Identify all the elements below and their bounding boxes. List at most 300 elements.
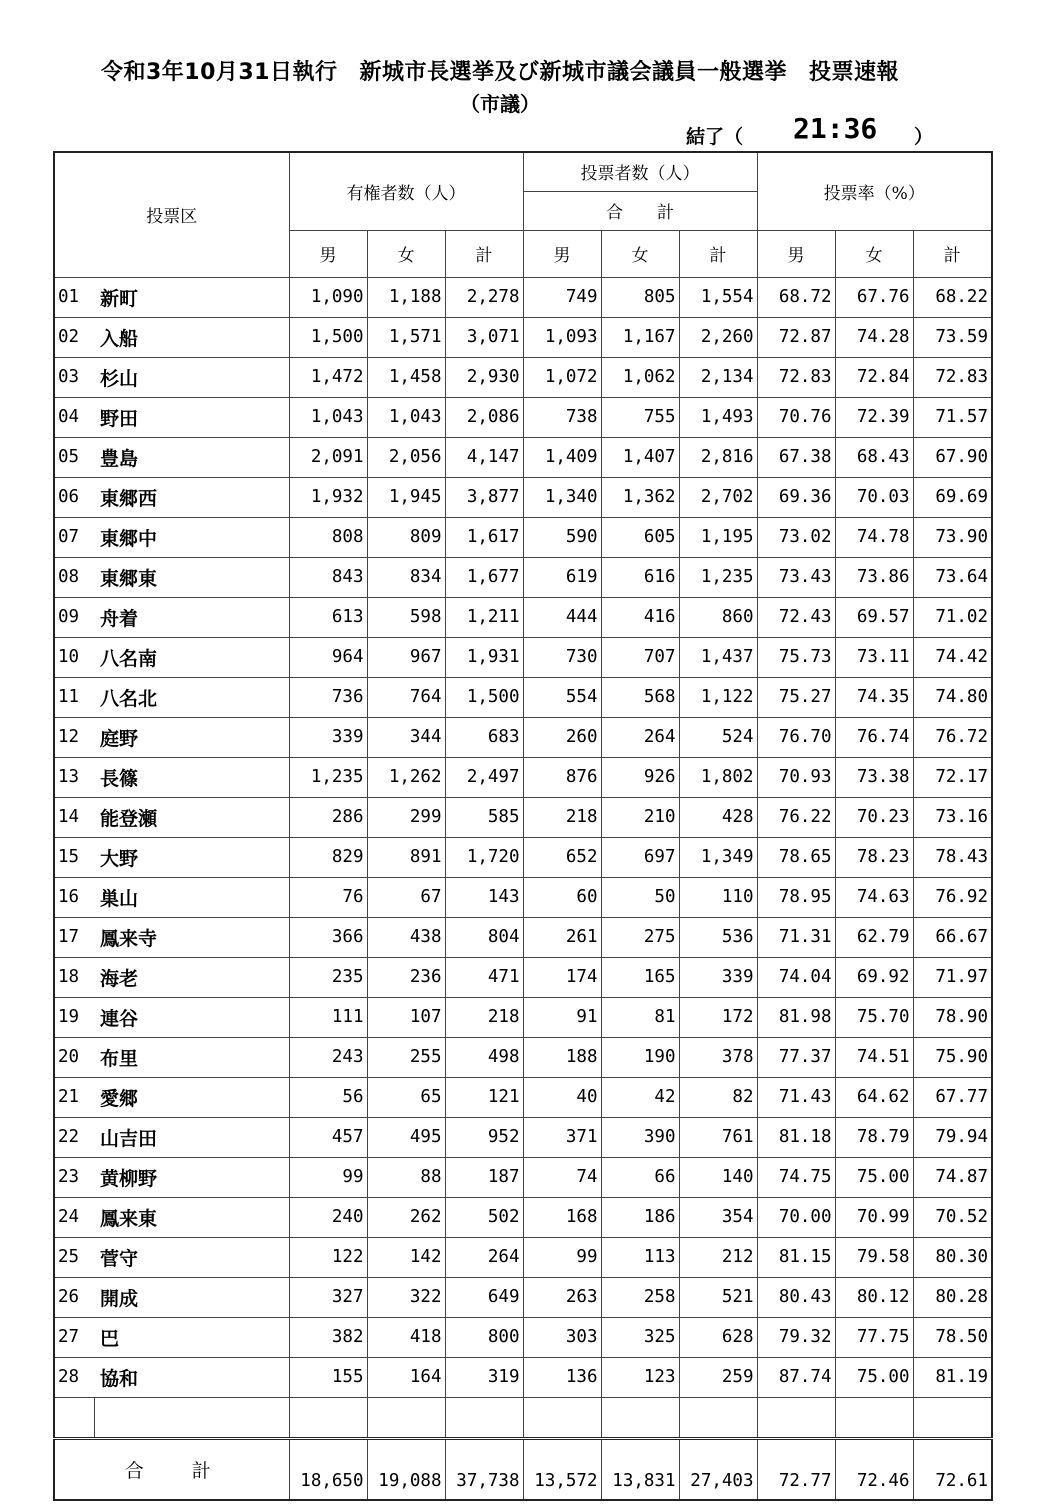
eligible-total: 800	[445, 1317, 523, 1357]
voters-total: 1,493	[679, 397, 757, 437]
district-name: 大野	[94, 837, 289, 877]
voters-female: 275	[601, 917, 679, 957]
rate-female: 78.23	[835, 837, 913, 877]
rate-female: 69.92	[835, 957, 913, 997]
district-name: 黄柳野	[94, 1157, 289, 1197]
rate-female: 62.79	[835, 917, 913, 957]
rate-total: 67.77	[913, 1077, 992, 1117]
eligible-total: 3,877	[445, 477, 523, 517]
eligible-female: 262	[367, 1197, 445, 1237]
district-name: 入船	[94, 317, 289, 357]
voters-male: 1,409	[523, 437, 601, 477]
district-name: 庭野	[94, 717, 289, 757]
voters-male: 303	[523, 1317, 601, 1357]
voters-female: 390	[601, 1117, 679, 1157]
eligible-female: 107	[367, 997, 445, 1037]
district-code: 26	[54, 1277, 94, 1317]
eligible-female: 1,458	[367, 357, 445, 397]
rate-male: 70.00	[757, 1197, 835, 1237]
rate-total: 66.67	[913, 917, 992, 957]
eligible-total: 1,931	[445, 637, 523, 677]
rate-female: 67.76	[835, 277, 913, 317]
header-voters-female: 女	[601, 230, 679, 277]
header-district: 投票区	[54, 152, 289, 277]
voters-total: 2,260	[679, 317, 757, 357]
voters-total: 259	[679, 1357, 757, 1397]
eligible-male: 155	[289, 1357, 367, 1397]
eligible-total: 121	[445, 1077, 523, 1117]
table-row	[54, 1157, 992, 1197]
total-rate-female: 72.46	[835, 1438, 913, 1500]
table-row	[54, 877, 992, 917]
district-code: 13	[54, 757, 94, 797]
district-code: 27	[54, 1317, 94, 1357]
voters-female: 123	[601, 1357, 679, 1397]
voters-total: 172	[679, 997, 757, 1037]
header-rate-total: 計	[913, 230, 992, 277]
rate-male: 80.43	[757, 1277, 835, 1317]
table-row	[54, 1197, 992, 1237]
district-code: 09	[54, 597, 94, 637]
eligible-male: 808	[289, 517, 367, 557]
eligible-male: 111	[289, 997, 367, 1037]
table-row	[54, 917, 992, 957]
eligible-male: 1,235	[289, 757, 367, 797]
district-code: 05	[54, 437, 94, 477]
district-name: 鳳来寺	[94, 917, 289, 957]
district-name: 布里	[94, 1037, 289, 1077]
status-label: 結了（	[686, 126, 744, 148]
rate-male: 76.70	[757, 717, 835, 757]
table-row	[54, 1317, 992, 1357]
eligible-total: 1,211	[445, 597, 523, 637]
eligible-female: 67	[367, 877, 445, 917]
total-row	[54, 1438, 992, 1500]
district-name: 長篠	[94, 757, 289, 797]
voters-female: 605	[601, 517, 679, 557]
table-row	[54, 1077, 992, 1117]
eligible-female: 1,188	[367, 277, 445, 317]
eligible-total: 649	[445, 1277, 523, 1317]
header-voters-total: 計	[679, 230, 757, 277]
rate-female: 72.39	[835, 397, 913, 437]
table-row	[54, 677, 992, 717]
rate-female: 69.57	[835, 597, 913, 637]
eligible-male: 829	[289, 837, 367, 877]
table-row	[54, 1037, 992, 1077]
eligible-total: 2,497	[445, 757, 523, 797]
rate-female: 73.11	[835, 637, 913, 677]
rate-total: 67.90	[913, 437, 992, 477]
district-code: 25	[54, 1237, 94, 1277]
voters-male: 1,340	[523, 477, 601, 517]
district-code: 17	[54, 917, 94, 957]
rate-total: 74.80	[913, 677, 992, 717]
blank-row	[54, 1397, 992, 1438]
eligible-total: 218	[445, 997, 523, 1037]
header-eligible-total: 計	[445, 230, 523, 277]
table-row	[54, 637, 992, 677]
report-title	[0, 55, 1000, 86]
eligible-female: 255	[367, 1037, 445, 1077]
total-voters-male: 13,572	[523, 1438, 601, 1500]
rate-total: 71.02	[913, 597, 992, 637]
district-code: 03	[54, 357, 94, 397]
turnout-table	[53, 151, 993, 1501]
voters-male: 444	[523, 597, 601, 637]
rate-male: 81.18	[757, 1117, 835, 1157]
rate-male: 79.32	[757, 1317, 835, 1357]
district-name: 開成	[94, 1277, 289, 1317]
table-row	[54, 317, 992, 357]
voters-female: 113	[601, 1237, 679, 1277]
eligible-male: 2,091	[289, 437, 367, 477]
voters-female: 805	[601, 277, 679, 317]
eligible-male: 843	[289, 557, 367, 597]
voters-male: 590	[523, 517, 601, 557]
voters-total: 428	[679, 797, 757, 837]
district-code: 28	[54, 1357, 94, 1397]
voters-female: 707	[601, 637, 679, 677]
eligible-female: 495	[367, 1117, 445, 1157]
status-time: 21:36	[793, 112, 878, 145]
eligible-male: 99	[289, 1157, 367, 1197]
rate-male: 78.65	[757, 837, 835, 877]
voters-female: 186	[601, 1197, 679, 1237]
total-eligible-total: 37,738	[445, 1438, 523, 1500]
total-label: 合計	[54, 1438, 289, 1500]
district-code: 12	[54, 717, 94, 757]
header-voters-male: 男	[523, 230, 601, 277]
voters-male: 218	[523, 797, 601, 837]
rate-male: 72.87	[757, 317, 835, 357]
status-close-paren: ）	[914, 126, 934, 148]
voters-total: 1,437	[679, 637, 757, 677]
rate-female: 74.78	[835, 517, 913, 557]
rate-total: 80.30	[913, 1237, 992, 1277]
voters-female: 1,407	[601, 437, 679, 477]
rate-total: 76.92	[913, 877, 992, 917]
eligible-female: 322	[367, 1277, 445, 1317]
eligible-total: 1,500	[445, 677, 523, 717]
rate-total: 71.97	[913, 957, 992, 997]
rate-female: 73.38	[835, 757, 913, 797]
district-name: 協和	[94, 1357, 289, 1397]
voters-male: 261	[523, 917, 601, 957]
voters-male: 91	[523, 997, 601, 1037]
eligible-total: 585	[445, 797, 523, 837]
rate-total: 74.42	[913, 637, 992, 677]
voters-male: 188	[523, 1037, 601, 1077]
rate-female: 76.74	[835, 717, 913, 757]
rate-total: 68.22	[913, 277, 992, 317]
eligible-female: 1,262	[367, 757, 445, 797]
eligible-total: 2,086	[445, 397, 523, 437]
district-code: 07	[54, 517, 94, 557]
rate-female: 79.58	[835, 1237, 913, 1277]
rate-male: 72.83	[757, 357, 835, 397]
eligible-total: 952	[445, 1117, 523, 1157]
report-subtitle: （市議）	[460, 92, 540, 116]
district-name: 八名北	[94, 677, 289, 717]
header-eligible-female: 女	[367, 230, 445, 277]
voters-male: 1,072	[523, 357, 601, 397]
district-code: 20	[54, 1037, 94, 1077]
voters-total: 1,195	[679, 517, 757, 557]
district-code: 14	[54, 797, 94, 837]
voters-male: 749	[523, 277, 601, 317]
district-name: 菅守	[94, 1237, 289, 1277]
eligible-male: 1,932	[289, 477, 367, 517]
eligible-female: 299	[367, 797, 445, 837]
voters-total: 378	[679, 1037, 757, 1077]
district-name: 海老	[94, 957, 289, 997]
district-name: 巣山	[94, 877, 289, 917]
rate-male: 68.72	[757, 277, 835, 317]
eligible-total: 4,147	[445, 437, 523, 477]
voters-female: 697	[601, 837, 679, 877]
district-name: 八名南	[94, 637, 289, 677]
table-row	[54, 517, 992, 557]
title-election: 新城市長選挙及び新城市議会議員一般選挙	[359, 60, 788, 85]
voters-total: 354	[679, 1197, 757, 1237]
eligible-male: 243	[289, 1037, 367, 1077]
table-row	[54, 797, 992, 837]
eligible-total: 2,278	[445, 277, 523, 317]
district-name: 舟着	[94, 597, 289, 637]
voters-male: 60	[523, 877, 601, 917]
district-code: 15	[54, 837, 94, 877]
rate-total: 80.28	[913, 1277, 992, 1317]
rate-total: 72.17	[913, 757, 992, 797]
district-code: 24	[54, 1197, 94, 1237]
district-name: 連谷	[94, 997, 289, 1037]
table-row	[54, 357, 992, 397]
voters-total: 1,349	[679, 837, 757, 877]
voters-total: 761	[679, 1117, 757, 1157]
eligible-female: 967	[367, 637, 445, 677]
voters-total: 2,134	[679, 357, 757, 397]
district-code: 11	[54, 677, 94, 717]
eligible-female: 891	[367, 837, 445, 877]
rate-female: 74.28	[835, 317, 913, 357]
eligible-total: 264	[445, 1237, 523, 1277]
rate-male: 71.43	[757, 1077, 835, 1117]
table-row	[54, 437, 992, 477]
eligible-female: 236	[367, 957, 445, 997]
district-name: 巴	[94, 1317, 289, 1357]
voters-male: 74	[523, 1157, 601, 1197]
voters-male: 619	[523, 557, 601, 597]
voters-female: 210	[601, 797, 679, 837]
title-report-type: 投票速報	[809, 60, 900, 85]
eligible-male: 366	[289, 917, 367, 957]
eligible-male: 964	[289, 637, 367, 677]
rate-total: 74.87	[913, 1157, 992, 1197]
rate-female: 70.99	[835, 1197, 913, 1237]
district-code: 01	[54, 277, 94, 317]
voters-male: 730	[523, 637, 601, 677]
rate-male: 75.27	[757, 677, 835, 717]
rate-female: 70.23	[835, 797, 913, 837]
eligible-male: 1,500	[289, 317, 367, 357]
rate-female: 73.86	[835, 557, 913, 597]
eligible-female: 764	[367, 677, 445, 717]
voters-total: 628	[679, 1317, 757, 1357]
total-voters-total: 27,403	[679, 1438, 757, 1500]
table-row	[54, 477, 992, 517]
voters-male: 876	[523, 757, 601, 797]
eligible-male: 613	[289, 597, 367, 637]
district-code: 08	[54, 557, 94, 597]
table-row	[54, 957, 992, 997]
rate-male: 72.43	[757, 597, 835, 637]
voters-male: 40	[523, 1077, 601, 1117]
voters-female: 755	[601, 397, 679, 437]
voters-total: 82	[679, 1077, 757, 1117]
title-date: 令和3年10月31日執行	[100, 60, 338, 85]
eligible-male: 327	[289, 1277, 367, 1317]
eligible-female: 438	[367, 917, 445, 957]
eligible-male: 122	[289, 1237, 367, 1277]
eligible-female: 65	[367, 1077, 445, 1117]
rate-total: 73.59	[913, 317, 992, 357]
header-rate: 投票率（%）	[757, 152, 992, 230]
eligible-total: 2,930	[445, 357, 523, 397]
eligible-total: 1,677	[445, 557, 523, 597]
table-row	[54, 597, 992, 637]
eligible-female: 418	[367, 1317, 445, 1357]
rate-female: 70.03	[835, 477, 913, 517]
rate-male: 73.43	[757, 557, 835, 597]
district-code: 22	[54, 1117, 94, 1157]
voters-female: 568	[601, 677, 679, 717]
eligible-female: 2,056	[367, 437, 445, 477]
voters-male: 99	[523, 1237, 601, 1277]
eligible-female: 344	[367, 717, 445, 757]
voters-female: 926	[601, 757, 679, 797]
district-code: 04	[54, 397, 94, 437]
rate-total: 73.64	[913, 557, 992, 597]
district-name: 豊島	[94, 437, 289, 477]
rate-total: 73.90	[913, 517, 992, 557]
eligible-male: 240	[289, 1197, 367, 1237]
voters-male: 168	[523, 1197, 601, 1237]
district-name: 鳳来東	[94, 1197, 289, 1237]
district-code: 02	[54, 317, 94, 357]
rate-male: 70.93	[757, 757, 835, 797]
rate-male: 70.76	[757, 397, 835, 437]
rate-female: 75.00	[835, 1157, 913, 1197]
voters-female: 42	[601, 1077, 679, 1117]
rate-female: 68.43	[835, 437, 913, 477]
voters-total: 2,816	[679, 437, 757, 477]
eligible-male: 382	[289, 1317, 367, 1357]
rate-female: 74.35	[835, 677, 913, 717]
rate-female: 75.00	[835, 1357, 913, 1397]
eligible-male: 1,090	[289, 277, 367, 317]
eligible-male: 76	[289, 877, 367, 917]
district-name: 野田	[94, 397, 289, 437]
header-rate-male: 男	[757, 230, 835, 277]
district-name: 東郷東	[94, 557, 289, 597]
voters-female: 50	[601, 877, 679, 917]
header-voters: 投票者数（人）	[523, 152, 757, 191]
rate-male: 87.74	[757, 1357, 835, 1397]
voters-total: 1,122	[679, 677, 757, 717]
table-row	[54, 757, 992, 797]
table-row	[54, 557, 992, 597]
district-name: 杉山	[94, 357, 289, 397]
rate-total: 78.43	[913, 837, 992, 877]
voters-female: 616	[601, 557, 679, 597]
district-code: 21	[54, 1077, 94, 1117]
eligible-female: 164	[367, 1357, 445, 1397]
eligible-female: 834	[367, 557, 445, 597]
eligible-total: 502	[445, 1197, 523, 1237]
rate-total: 69.69	[913, 477, 992, 517]
voters-female: 190	[601, 1037, 679, 1077]
district-code: 18	[54, 957, 94, 997]
voters-female: 1,062	[601, 357, 679, 397]
rate-female: 72.84	[835, 357, 913, 397]
rate-male: 67.38	[757, 437, 835, 477]
rate-total: 73.16	[913, 797, 992, 837]
voters-male: 554	[523, 677, 601, 717]
eligible-female: 88	[367, 1157, 445, 1197]
voters-total: 1,802	[679, 757, 757, 797]
table-row	[54, 1357, 992, 1397]
voters-total: 1,554	[679, 277, 757, 317]
rate-total: 78.50	[913, 1317, 992, 1357]
eligible-male: 457	[289, 1117, 367, 1157]
district-code: 16	[54, 877, 94, 917]
total-rate-male: 72.77	[757, 1438, 835, 1500]
district-code: 06	[54, 477, 94, 517]
rate-female: 78.79	[835, 1117, 913, 1157]
header-voters-sum: 合 計	[523, 191, 757, 230]
eligible-total: 804	[445, 917, 523, 957]
eligible-male: 339	[289, 717, 367, 757]
eligible-total: 319	[445, 1357, 523, 1397]
rate-male: 75.73	[757, 637, 835, 677]
eligible-total: 3,071	[445, 317, 523, 357]
voters-female: 1,362	[601, 477, 679, 517]
district-name: 山吉田	[94, 1117, 289, 1157]
eligible-total: 1,617	[445, 517, 523, 557]
voters-female: 325	[601, 1317, 679, 1357]
eligible-female: 809	[367, 517, 445, 557]
rate-male: 74.75	[757, 1157, 835, 1197]
voters-male: 738	[523, 397, 601, 437]
district-name: 東郷中	[94, 517, 289, 557]
voters-total: 2,702	[679, 477, 757, 517]
voters-male: 136	[523, 1357, 601, 1397]
rate-female: 64.62	[835, 1077, 913, 1117]
district-code: 19	[54, 997, 94, 1037]
eligible-male: 286	[289, 797, 367, 837]
table-body	[54, 277, 992, 1397]
voters-female: 258	[601, 1277, 679, 1317]
voters-female: 1,167	[601, 317, 679, 357]
voters-male: 263	[523, 1277, 601, 1317]
eligible-male: 235	[289, 957, 367, 997]
eligible-male: 56	[289, 1077, 367, 1117]
eligible-total: 683	[445, 717, 523, 757]
rate-male: 69.36	[757, 477, 835, 517]
voters-total: 110	[679, 877, 757, 917]
district-name: 能登瀬	[94, 797, 289, 837]
